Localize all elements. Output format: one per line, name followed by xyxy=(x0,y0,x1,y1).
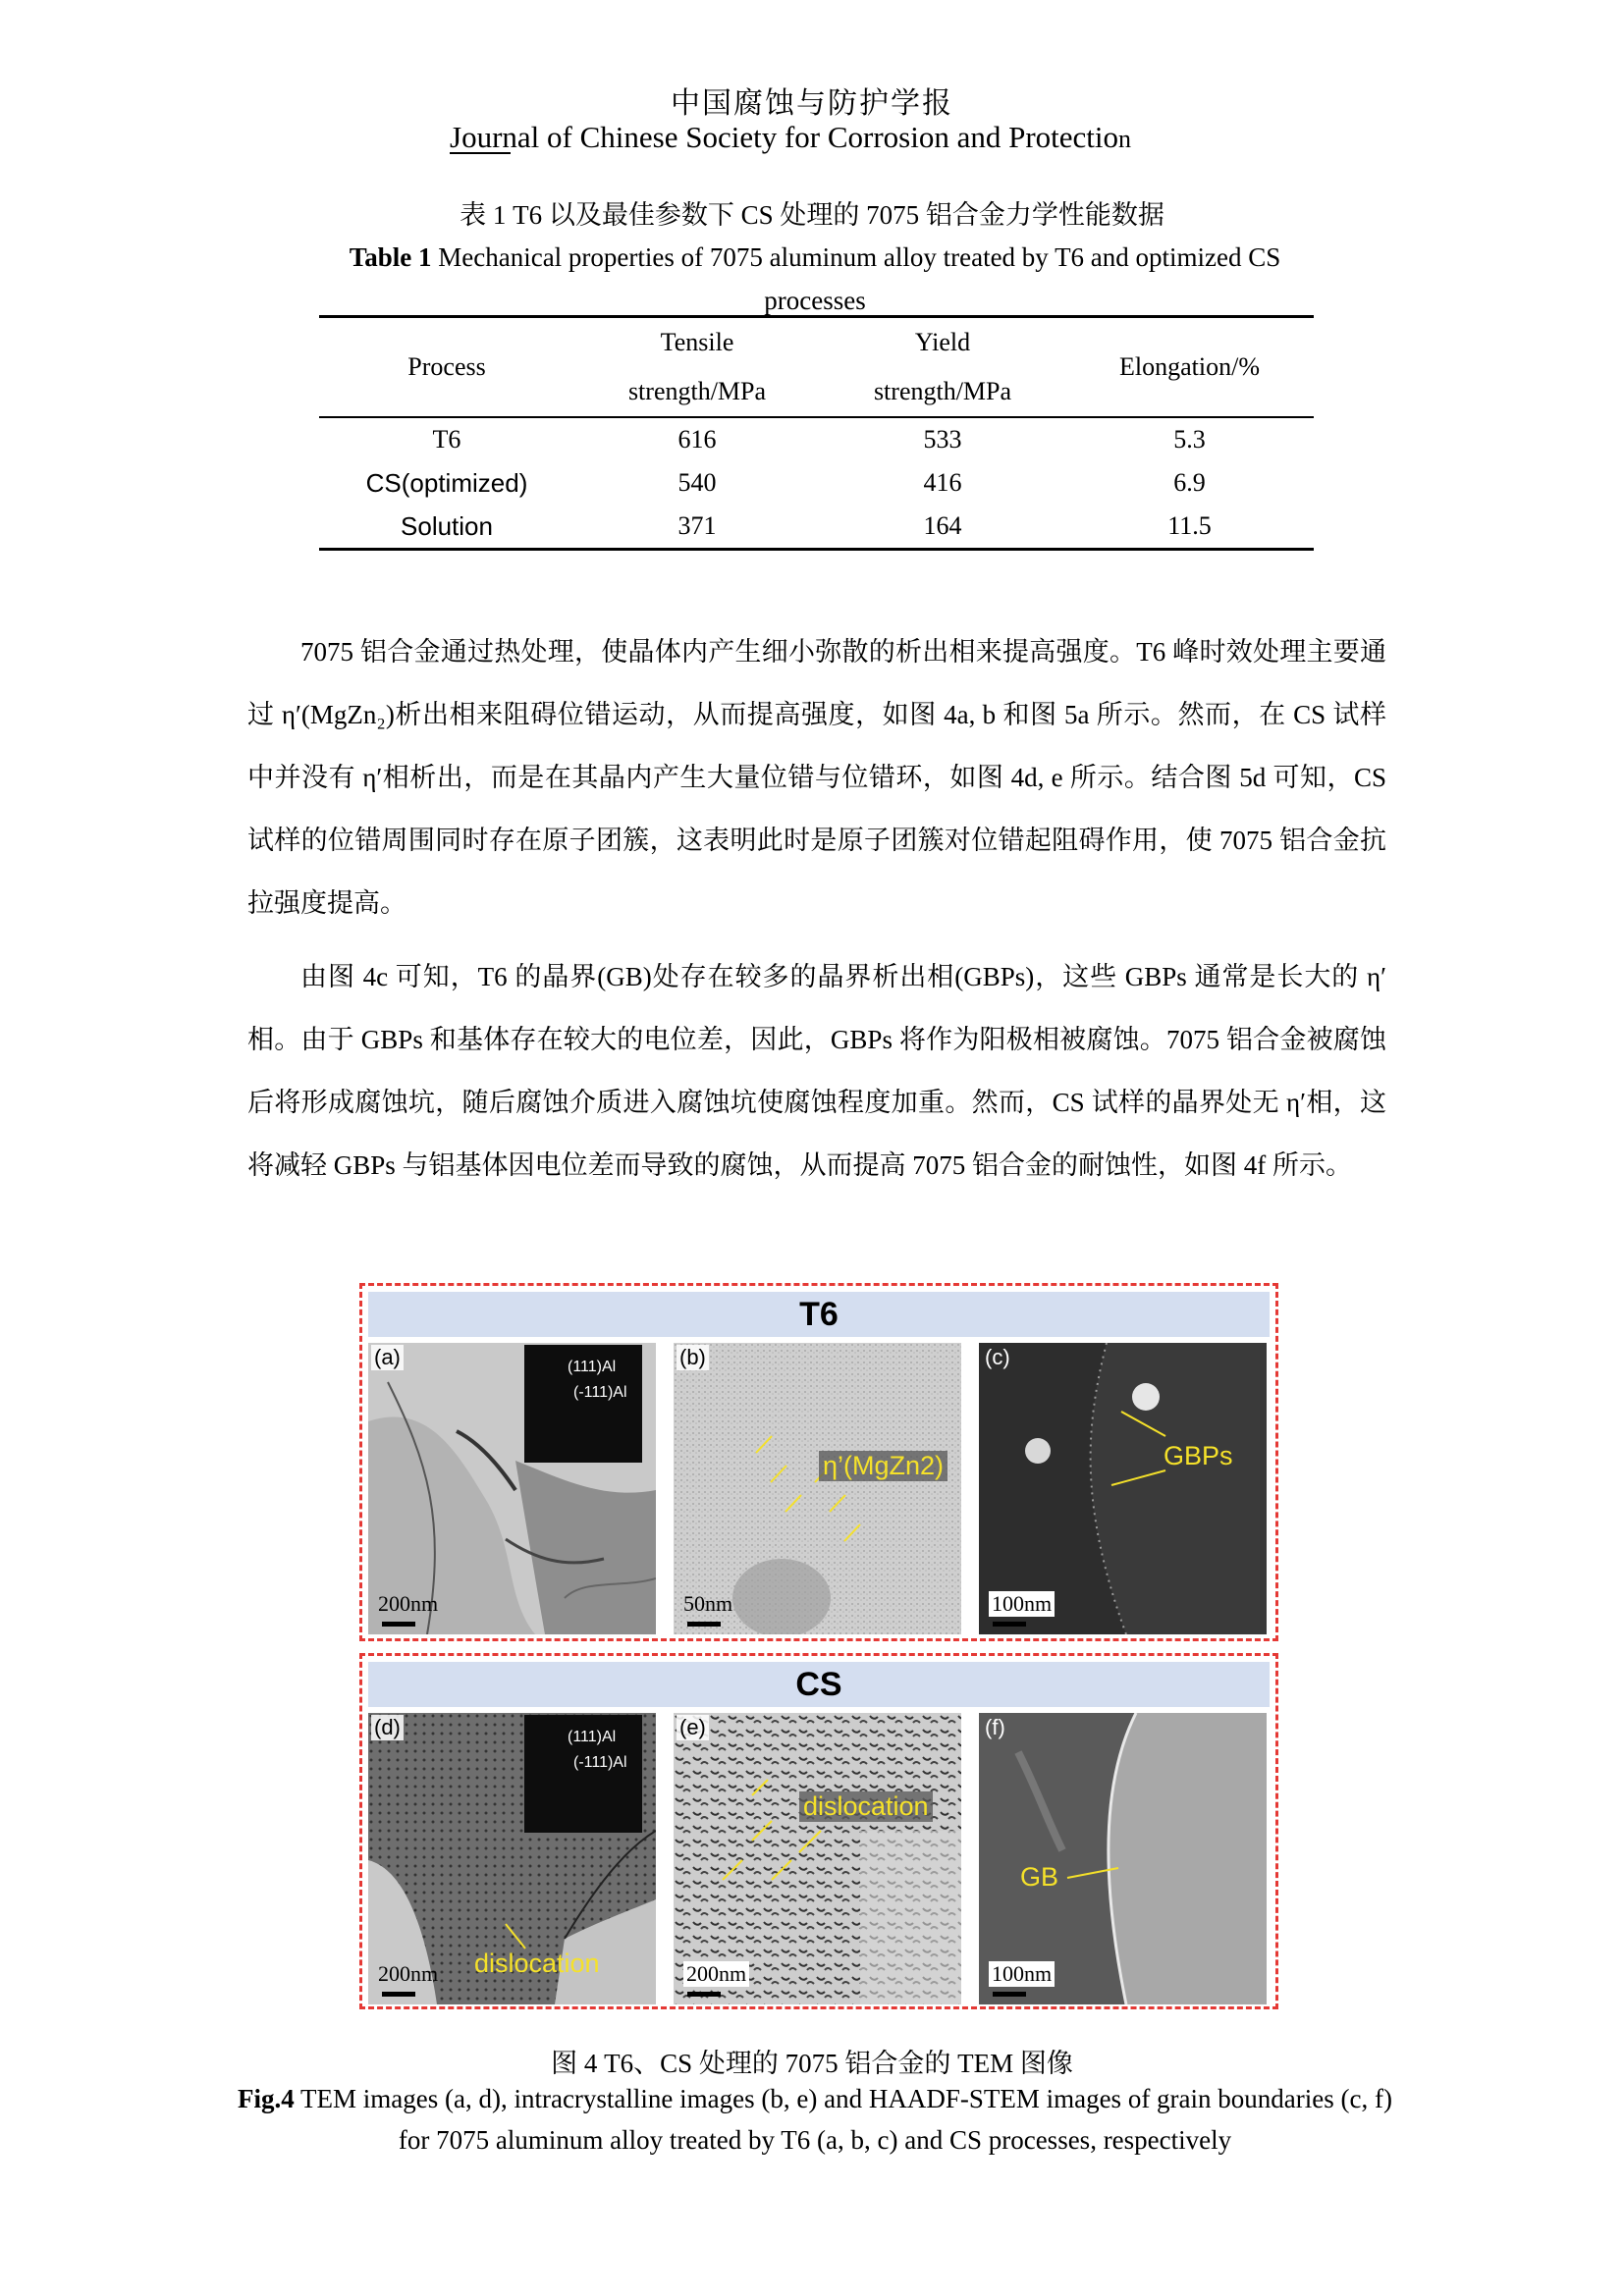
journal-title-en-tail: n xyxy=(1118,125,1132,153)
header-yield-1: Yield xyxy=(914,328,971,356)
panel-e-label: (e) xyxy=(677,1715,709,1740)
header-yield-2: strength/MPa xyxy=(873,377,1012,405)
table-caption-en-label: Table 1 xyxy=(349,242,432,272)
panel-d-scale-bar xyxy=(382,1992,415,1997)
table-header xyxy=(319,317,1314,418)
panel-b-label: (b) xyxy=(677,1345,709,1370)
saed-label-minus111: (-111)Al xyxy=(573,1384,627,1401)
panel-c-annotation: GBPs xyxy=(1164,1441,1233,1470)
cell-yield: 416 xyxy=(923,468,962,497)
panel-e-tem-image xyxy=(674,1713,961,2004)
table-caption-cn: 表 1 T6 以及最佳参数下 CS 处理的 7075 铝合金力学性能数据 xyxy=(460,200,1164,230)
cs-title-band: CS xyxy=(368,1662,1270,1707)
panel-e-scale-bar xyxy=(687,1992,721,1997)
t6-title-band: T6 xyxy=(368,1292,1270,1337)
table-row xyxy=(319,505,1314,550)
header-tensile-2: strength/MPa xyxy=(627,377,767,405)
panel-c-label: (c) xyxy=(985,1345,1010,1369)
cell-tensile: 371 xyxy=(677,511,717,540)
figure-caption-en xyxy=(236,2078,1394,2161)
cell-tensile: 540 xyxy=(677,468,717,497)
body-paragraph-1: 7075 铝合金通过热处理，使晶体内产生细小弥散的析出相来提高强度。T6 峰时效处理主要通过 η′(MgZn₂)析出相来阻碍位错运动，从而提高强度，如图 4a, b 和图 5a 所示。然而，在 CS 试样中并没有 η′相析出，而是在其晶内产生大量位错与位错环，如图 4d, e 所示。结合图 5d 可知，CS 试样的位错周围同时存在原子团簇，这表明此时是原子团簇对位错起阻碍作用，使 7075 铝合金抗拉强度提高。 xyxy=(247,637,1386,918)
cell-yield: 533 xyxy=(923,425,962,454)
figure-t6-group xyxy=(359,1283,1278,1641)
saed-label-111: (111)Al xyxy=(568,1359,617,1375)
cell-yield: 164 xyxy=(923,511,962,540)
cell-process: Solution xyxy=(401,510,493,541)
table-row xyxy=(319,461,1314,505)
panel-b-annotation: η’(MgZn2) xyxy=(819,1451,947,1481)
cell-tensile: 616 xyxy=(677,425,717,454)
panel-f-scale-text: 100nm xyxy=(989,1961,1055,1987)
figure-caption-cn: 图 4 T6、CS 处理的 7075 铝合金的 TEM 图像 xyxy=(551,2049,1073,2078)
mechanical-properties-table xyxy=(319,315,1314,551)
panel-d-label: (d) xyxy=(371,1715,404,1740)
panel-a-label: (a) xyxy=(371,1345,404,1370)
journal-title-en-main: Journal of Chinese Society for Corrosion and Protectio xyxy=(450,120,1119,154)
panel-d-annotation: dislocation xyxy=(474,1949,600,1978)
journal-title-cn: 中国腐蚀与防护学报 xyxy=(671,87,953,120)
panel-f-annotation: GB xyxy=(1020,1862,1059,1892)
table-row xyxy=(319,417,1314,461)
table-caption-en xyxy=(324,236,1306,322)
table-caption-en-text: Mechanical properties of 7075 aluminum alloy treated by T6 and optimized CS processes xyxy=(431,242,1281,315)
saed-label-minus111: (-111)Al xyxy=(573,1754,627,1771)
panel-b-scale-bar xyxy=(687,1622,721,1627)
panel-a-scale-bar xyxy=(382,1622,415,1627)
body-paragraph-2: 由图 4c 可知，T6 的晶界(GB)处存在较多的晶界析出相(GBPs)，这些 GBPs 通常是长大的 η′相。由于 GBPs 和基体存在较大的电位差，因此，GBPs 将作为阳极相被腐蚀。7075 铝合金被腐蚀后将形成腐蚀坑，随后腐蚀介质进入腐蚀坑使腐蚀程度加重。然而，CS 试样的晶界处无 η′相，这将减轻 GBPs 与铝基体因电位差而导致的腐蚀，从而提高 7075 铝合金的耐蚀性，如图 4f 所示。 xyxy=(247,962,1386,1180)
cell-elongation: 5.3 xyxy=(1173,425,1206,454)
panel-c-scale-bar xyxy=(993,1622,1026,1627)
cell-process: T6 xyxy=(432,425,461,454)
panel-c-haadf-image xyxy=(979,1343,1267,1634)
cell-process: CS(optimized) xyxy=(365,467,528,498)
panel-e-annotation: dislocation xyxy=(799,1791,933,1822)
figure-caption-en-label: Fig.4 xyxy=(238,2084,295,2113)
cell-elongation: 11.5 xyxy=(1167,511,1212,540)
panel-f-label: (f) xyxy=(985,1715,1005,1739)
panel-b-tem-image xyxy=(674,1343,961,1634)
panel-a-saed-inset xyxy=(524,1345,642,1463)
panel-b-scale-text: 50nm xyxy=(683,1591,733,1616)
header-tensile-1: Tensile xyxy=(660,328,734,356)
panel-d-tem-image xyxy=(368,1713,656,2004)
saed-label-111: (111)Al xyxy=(568,1729,617,1745)
figure-cs-group xyxy=(359,1653,1278,2009)
panel-f-scale-bar xyxy=(993,1992,1026,1997)
panel-f-haadf-image xyxy=(979,1713,1267,2004)
header-elongation: Elongation/% xyxy=(1119,352,1260,381)
panel-a-tem-image xyxy=(368,1343,656,1634)
panel-a-scale-text: 200nm xyxy=(378,1591,439,1616)
cell-elongation: 6.9 xyxy=(1173,468,1206,497)
header-process: Process xyxy=(407,352,486,381)
panel-e-scale-text: 200nm xyxy=(683,1961,749,1987)
panel-d-saed-inset xyxy=(524,1715,642,1833)
panel-d-scale-text: 200nm xyxy=(378,1961,439,1986)
panel-c-scale-text: 100nm xyxy=(989,1591,1055,1617)
table-body xyxy=(319,417,1314,550)
figure-caption-en-text: TEM images (a, d), intracrystalline images (b, e) and HAADF-STEM images of grain boundaries (c, f) for 7075 aluminum alloy treated by T6 (a, b, c) and CS processes, respectively xyxy=(294,2084,1392,2155)
journal-title-en xyxy=(450,120,1131,155)
